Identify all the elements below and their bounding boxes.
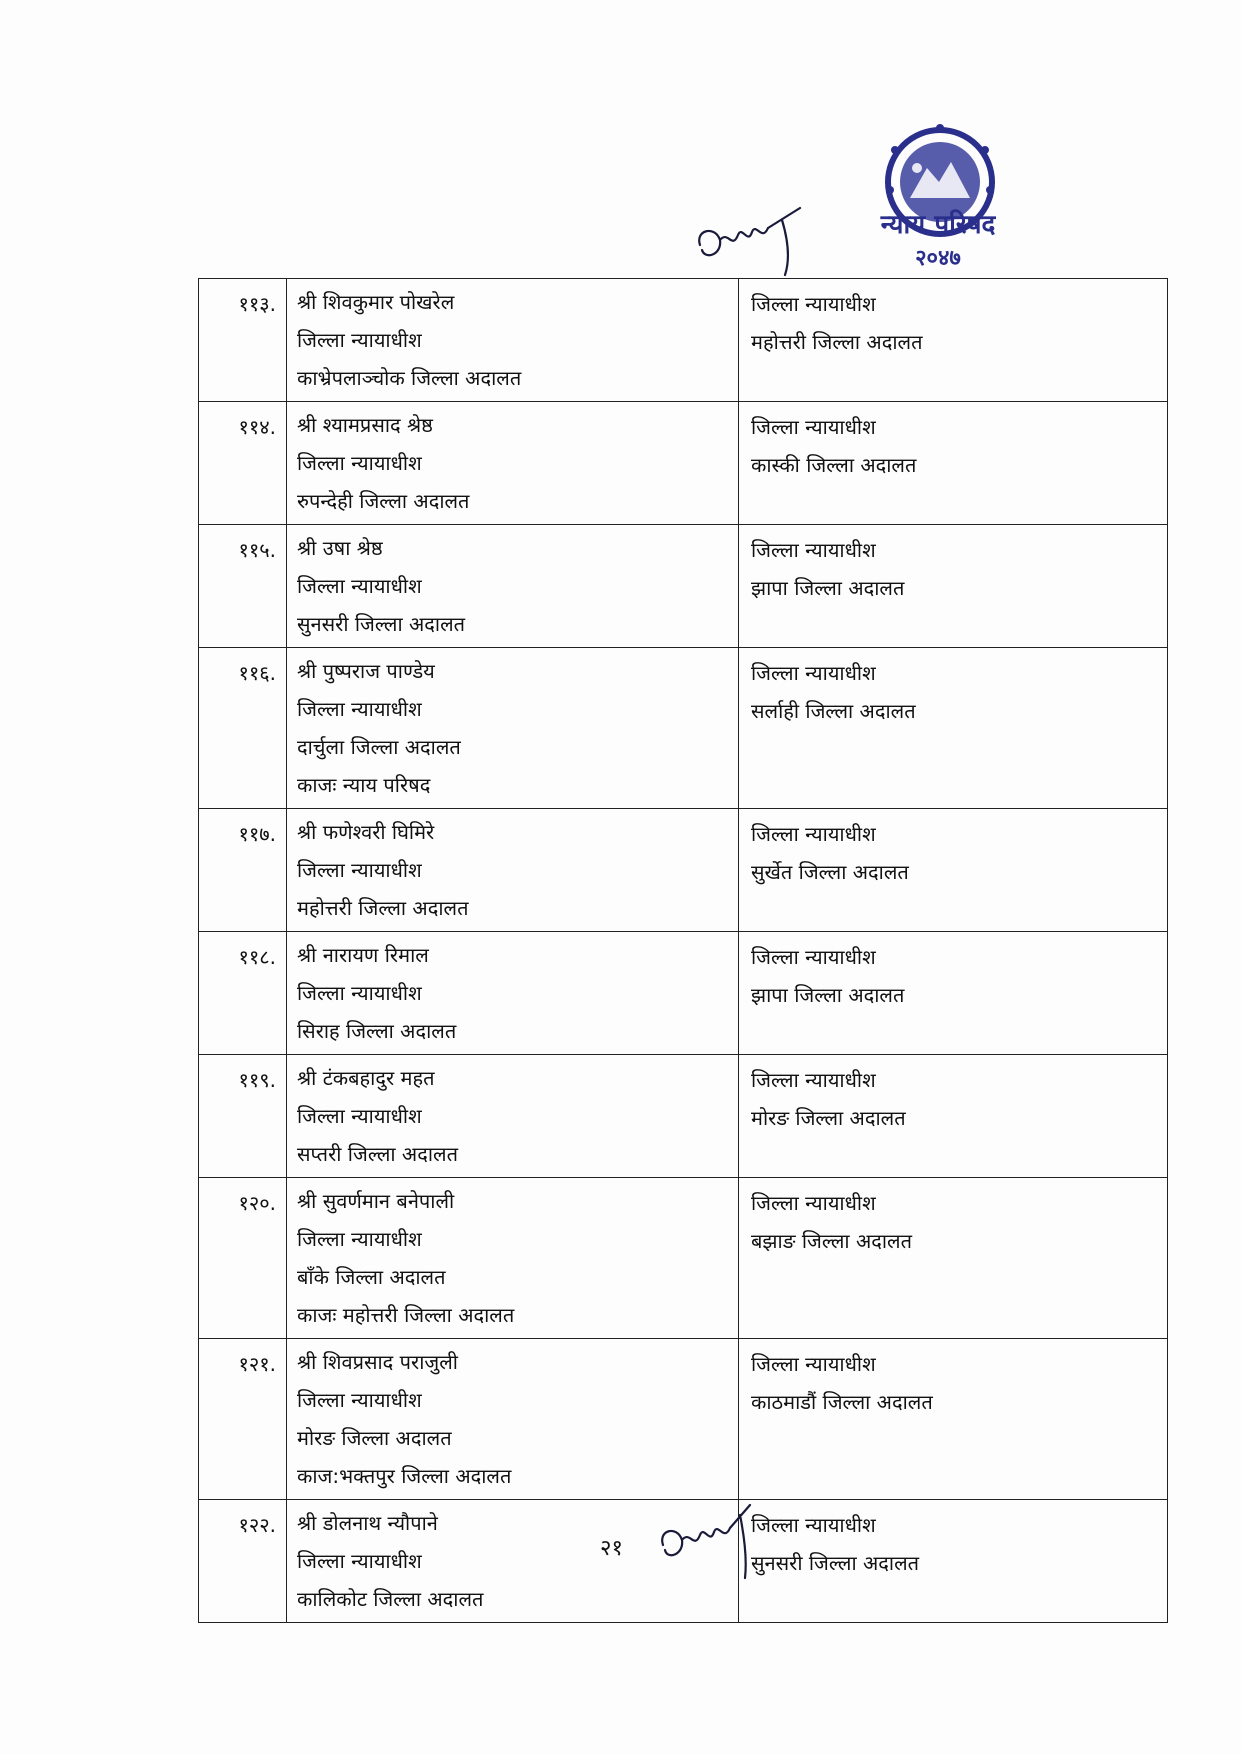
- new-posting-line: जिल्ला न्यायाधीश: [751, 945, 876, 969]
- table-row: [198, 932, 1168, 1055]
- new-posting-cell: [739, 525, 1167, 647]
- seal-caption: [858, 210, 1018, 274]
- table-row: [198, 525, 1168, 648]
- signature-image: [655, 1500, 795, 1580]
- current-posting-cell: [287, 648, 739, 808]
- table-row: [198, 1055, 1168, 1178]
- entry-number: ११६.: [199, 648, 287, 808]
- new-posting-line: जिल्ला न्यायाधीश: [751, 292, 876, 316]
- seal-title: न्याय परिषद: [880, 210, 996, 240]
- current-posting-cell: [287, 1178, 739, 1338]
- new-posting-line: सर्लाही जिल्ला अदालत: [751, 699, 916, 723]
- transfer-table: [198, 278, 1168, 1623]
- new-posting-line: जिल्ला न्यायाधीश: [751, 1352, 876, 1376]
- table-row: [198, 278, 1168, 402]
- judge-name: श्री फणेश्वरी घिमिरे: [297, 820, 435, 844]
- new-posting-line: झापा जिल्ला अदालत: [751, 983, 905, 1007]
- current-posting-line: रुपन्देही जिल्ला अदालत: [297, 489, 470, 513]
- new-posting-cell: [739, 402, 1167, 524]
- current-posting-line: जिल्ला न्यायाधीश: [297, 1104, 422, 1128]
- judge-name: श्री सुवर्णमान बनेपाली: [297, 1189, 455, 1213]
- current-posting-cell: [287, 402, 739, 524]
- current-posting-cell: [287, 932, 739, 1054]
- new-posting-cell: [739, 1339, 1167, 1499]
- new-posting-line: काठमाडौं जिल्ला अदालत: [751, 1390, 933, 1414]
- entry-number: ११४.: [199, 402, 287, 524]
- new-posting-line: जिल्ला न्यायाधीश: [751, 1513, 876, 1537]
- new-posting-line: मोरङ जिल्ला अदालत: [751, 1106, 906, 1130]
- judge-name: श्री शिवप्रसाद पराजुली: [297, 1350, 458, 1374]
- new-posting-line: जिल्ला न्यायाधीश: [751, 1068, 876, 1092]
- new-posting-line: जिल्ला न्यायाधीश: [751, 415, 876, 439]
- table-row: [198, 1339, 1168, 1500]
- new-posting-cell: [739, 932, 1167, 1054]
- current-posting-line: सिराह जिल्ला अदालत: [297, 1019, 457, 1043]
- judge-name: श्री टंकबहादुर महत: [297, 1066, 435, 1090]
- judge-name: श्री पुष्पराज पाण्डेय: [297, 659, 435, 683]
- new-posting-line: जिल्ला न्यायाधीश: [751, 538, 876, 562]
- current-posting-line: दार्चुला जिल्ला अदालत: [297, 735, 461, 759]
- entry-number: ११८.: [199, 932, 287, 1054]
- entry-number: १२२.: [199, 1500, 287, 1622]
- new-posting-line: जिल्ला न्यायाधीश: [751, 1191, 876, 1215]
- judge-name: श्री श्यामप्रसाद श्रेष्ठ: [297, 413, 433, 437]
- entry-number: १२०.: [199, 1178, 287, 1338]
- entry-number: १२१.: [199, 1339, 287, 1499]
- current-posting-line: जिल्ला न्यायाधीश: [297, 451, 422, 475]
- judge-name: श्री शिवकुमार पोखरेल: [297, 290, 455, 314]
- current-posting-cell: [287, 809, 739, 931]
- new-posting-line: बझाङ जिल्ला अदालत: [751, 1229, 912, 1253]
- entry-number: ११७.: [199, 809, 287, 931]
- table-row: [198, 1178, 1168, 1339]
- current-posting-line: सप्तरी जिल्ला अदालत: [297, 1142, 458, 1166]
- new-posting-cell: [739, 809, 1167, 931]
- table-row: [198, 809, 1168, 932]
- current-posting-line: जिल्ला न्यायाधीश: [297, 697, 422, 721]
- current-posting-line: मोरङ जिल्ला अदालत: [297, 1426, 452, 1450]
- new-posting-line: सुनसरी जिल्ला अदालत: [751, 1551, 920, 1575]
- current-posting-line: बाँके जिल्ला अदालत: [297, 1265, 446, 1289]
- current-posting-line: काजः महोत्तरी जिल्ला अदालत: [297, 1303, 515, 1327]
- table-row: [198, 648, 1168, 809]
- current-posting-line: जिल्ला न्यायाधीश: [297, 858, 422, 882]
- new-posting-cell: [739, 279, 1167, 401]
- new-posting-line: झापा जिल्ला अदालत: [751, 576, 905, 600]
- current-posting-line: जिल्ला न्यायाधीश: [297, 1549, 422, 1573]
- current-posting-line: जिल्ला न्यायाधीश: [297, 328, 422, 352]
- new-posting-line: सुर्खेत जिल्ला अदालत: [751, 860, 909, 884]
- current-posting-cell: [287, 279, 739, 401]
- current-posting-cell: [287, 525, 739, 647]
- current-posting-cell: [287, 1055, 739, 1177]
- current-posting-line: महोत्तरी जिल्ला अदालत: [297, 896, 469, 920]
- new-posting-line: जिल्ला न्यायाधीश: [751, 822, 876, 846]
- entry-number: ११३.: [199, 279, 287, 401]
- seal-year: २०४७: [915, 246, 961, 271]
- current-posting-line: कालिकोट जिल्ला अदालत: [297, 1587, 484, 1611]
- table-row: [198, 402, 1168, 525]
- current-posting-cell: [287, 1339, 739, 1499]
- page-number: २१: [600, 1536, 623, 1561]
- new-posting-cell: [739, 648, 1167, 808]
- new-posting-cell: [739, 1055, 1167, 1177]
- judge-name: श्री नारायण रिमाल: [297, 943, 429, 967]
- judge-name: श्री उषा श्रेष्ठ: [297, 536, 383, 560]
- current-posting-line: जिल्ला न्यायाधीश: [297, 574, 422, 598]
- new-posting-cell: [739, 1500, 1167, 1622]
- current-posting-line: काज:भक्तपुर जिल्ला अदालत: [297, 1464, 512, 1488]
- current-posting-line: सुनसरी जिल्ला अदालत: [297, 612, 466, 636]
- new-posting-line: महोत्तरी जिल्ला अदालत: [751, 330, 923, 354]
- new-posting-line: जिल्ला न्यायाधीश: [751, 661, 876, 685]
- current-posting-line: जिल्ला न्यायाधीश: [297, 1227, 422, 1251]
- current-posting-line: काभ्रेपलाञ्चोक जिल्ला अदालत: [297, 366, 522, 390]
- current-posting-line: जिल्ला न्यायाधीश: [297, 1388, 422, 1412]
- new-posting-line: कास्की जिल्ला अदालत: [751, 453, 917, 477]
- current-posting-line: काजः न्याय परिषद: [297, 773, 431, 797]
- entry-number: ११५.: [199, 525, 287, 647]
- new-posting-cell: [739, 1178, 1167, 1338]
- current-posting-line: जिल्ला न्यायाधीश: [297, 981, 422, 1005]
- signature-image: [690, 200, 840, 280]
- entry-number: ११९.: [199, 1055, 287, 1177]
- judge-name: श्री डोलनाथ न्यौपाने: [297, 1511, 438, 1535]
